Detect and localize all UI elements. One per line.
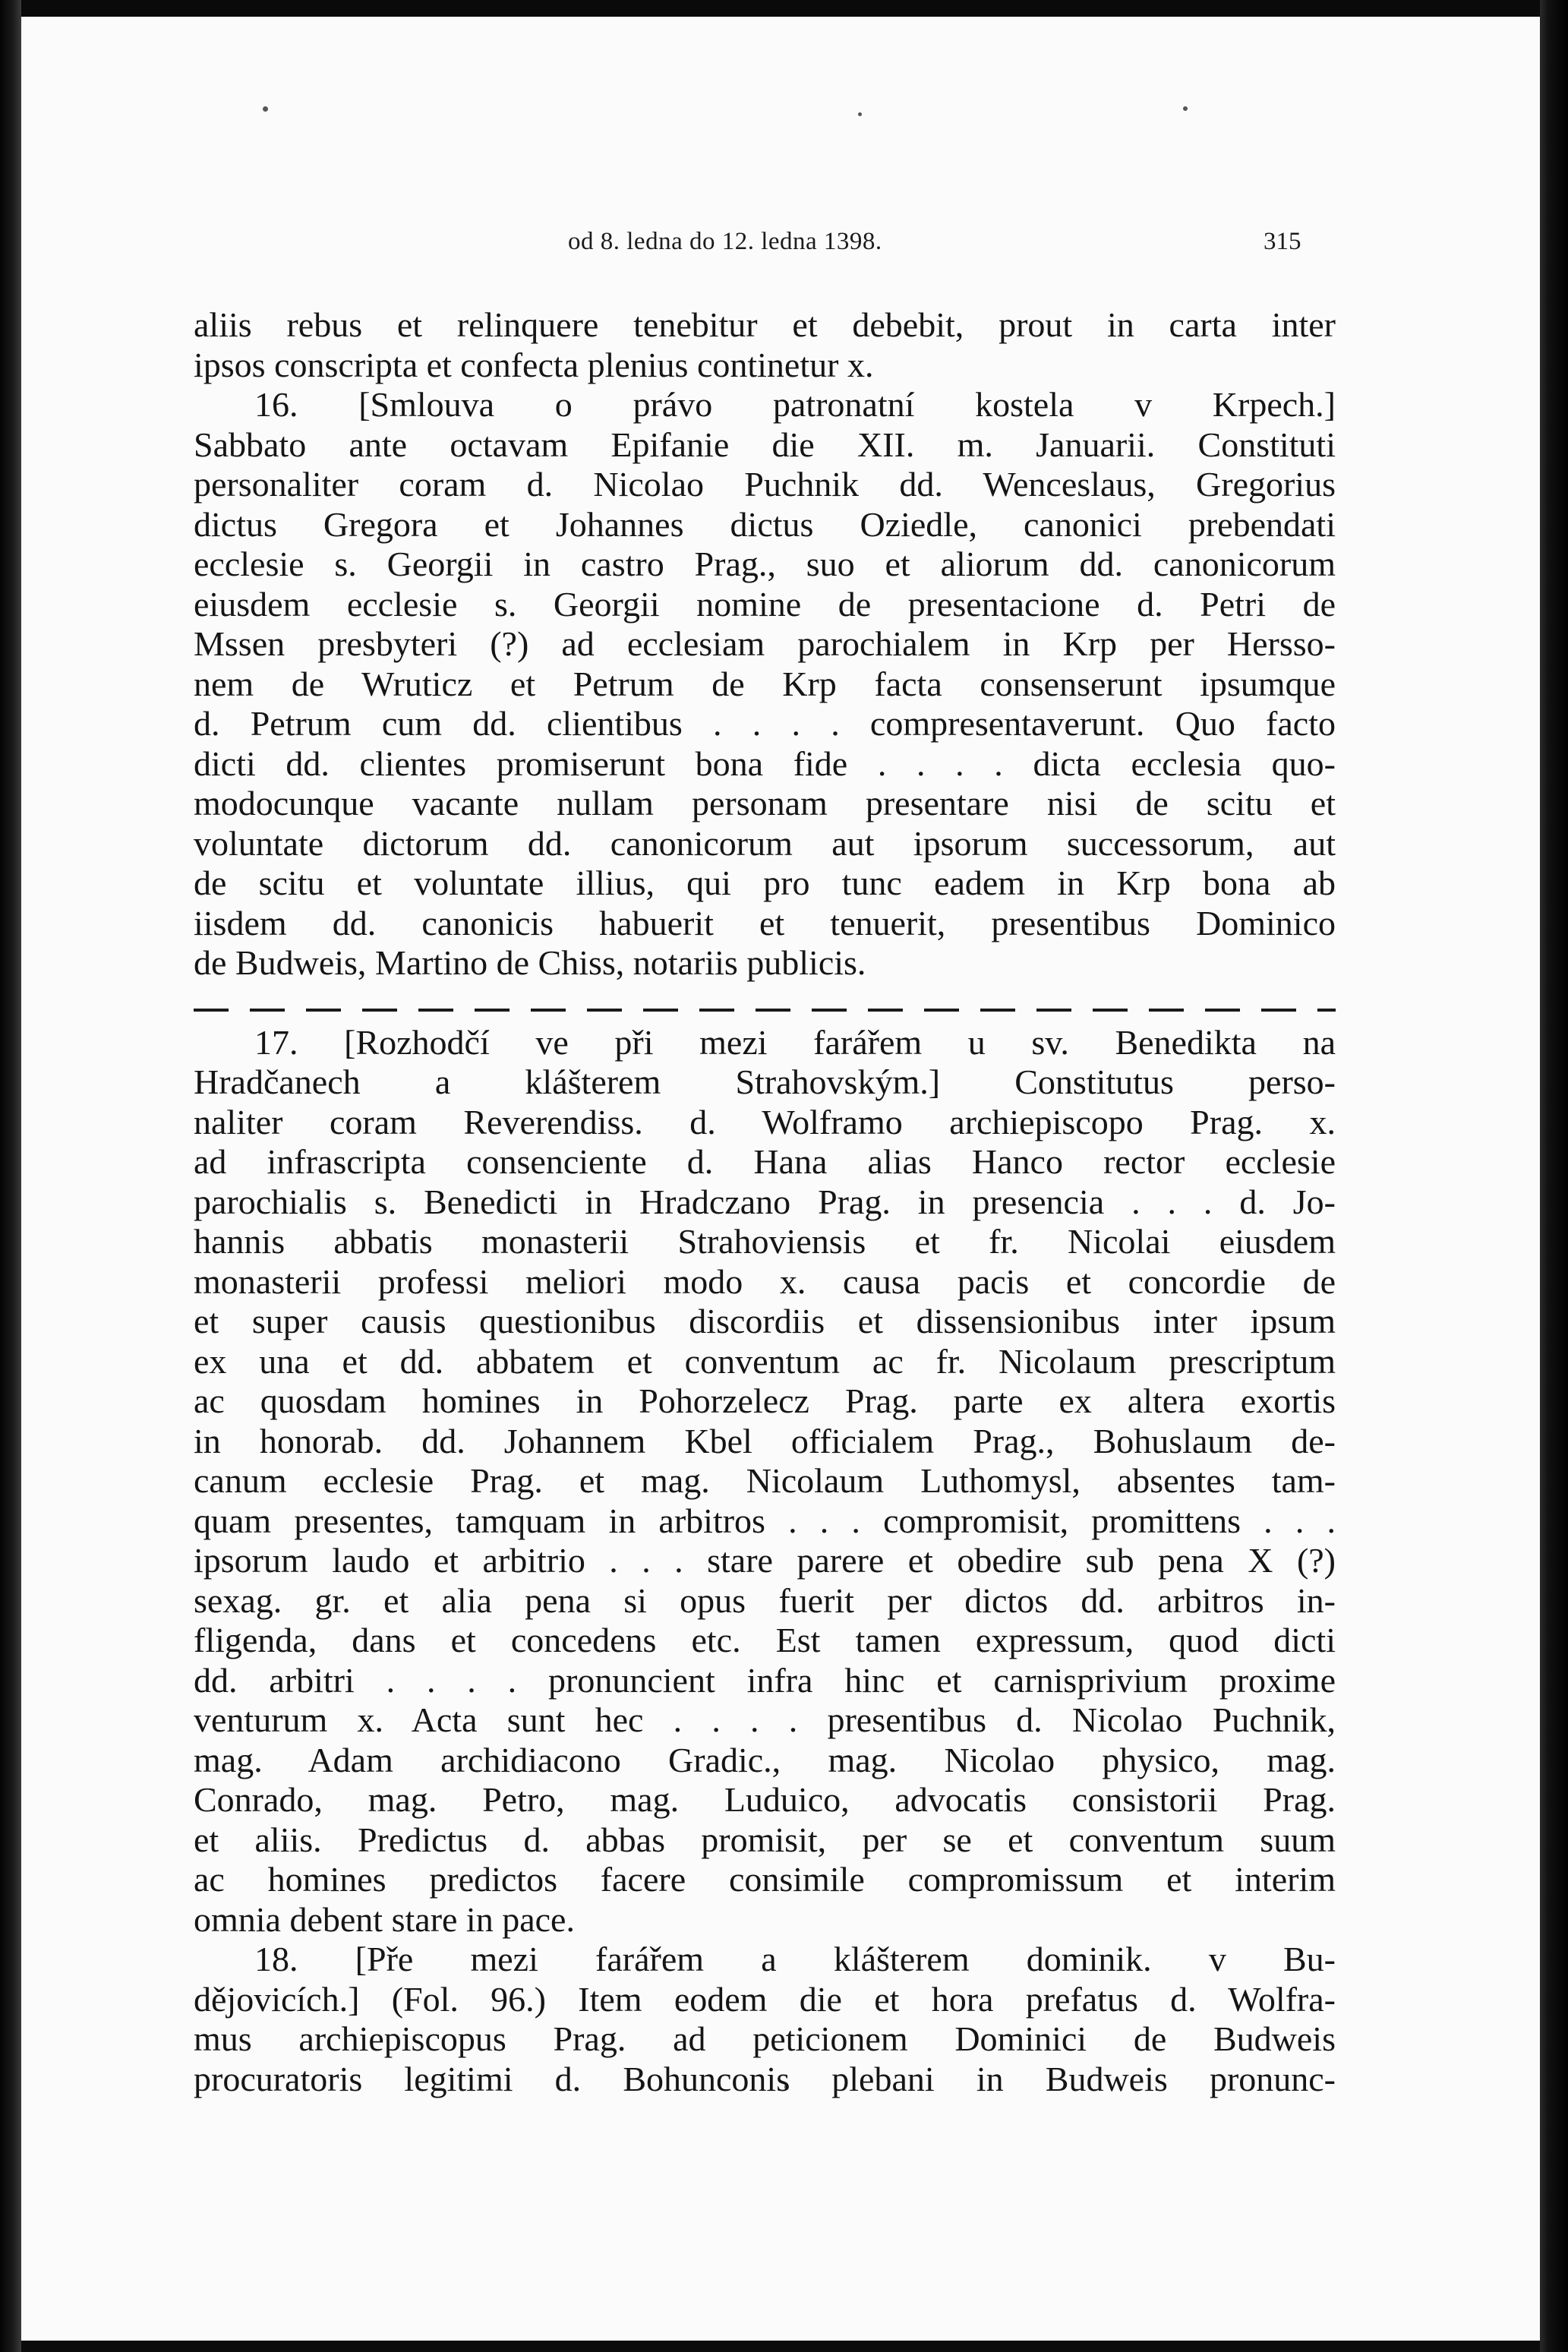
scan-right-edge	[1540, 0, 1568, 2352]
text-line: Mssen presbyteri (?) ad ecclesiam parochialem in Krp per Hersso-	[194, 624, 1336, 663]
text-line: Conrado, mag. Petro, mag. Luduico, advocatis consistorii Prag.	[194, 1780, 1336, 1819]
text-line: monasterii professi meliori modo x. causa pacis et concordie de	[194, 1261, 1336, 1301]
text-line: hannis abbatis monasterii Strahoviensis et fr. Nicolai eiusdem	[194, 1222, 1336, 1261]
scan-left-edge	[0, 0, 21, 2352]
text-line: dějovicích.] (Fol. 96.) Item eodem die et hora prefatus d. Wolfra-	[194, 1979, 1336, 2019]
text-line: dictus Gregora et Johannes dictus Oziedle, canonici prebendati	[194, 504, 1336, 544]
page-body	[194, 305, 1336, 2099]
text-line: omnia debent stare in pace.	[194, 1899, 575, 1939]
text-line: et aliis. Predictus d. abbas promisit, per se et conventum suum	[194, 1820, 1336, 1859]
text-line: venturum x. Acta sunt hec . . . . presentibus d. Nicolao Puchnik,	[194, 1700, 1336, 1739]
text-line: de scitu et voluntate illius, qui pro tunc eadem in Krp bona ab	[194, 863, 1336, 902]
text-line: sexag. gr. et alia pena si opus fuerit per dictos dd. arbitros in-	[194, 1580, 1336, 1620]
text-line: in honorab. dd. Johannem Kbel officialem Prag., Bohuslaum de-	[194, 1421, 1336, 1460]
paragraph-entry-18	[194, 1940, 1336, 2099]
book-page	[21, 17, 1540, 2341]
text-line: fligenda, dans et concedens etc. Est tamen expressum, quod dicti	[194, 1621, 1336, 1659]
text-line: naliter coram Reverendiss. d. Wolframo archiepiscopo Prag. x.	[194, 1102, 1336, 1141]
entry-heading-line: 17. [Rozhodčí ve při mezi farářem u sv. Benedikta na	[254, 1022, 1336, 1062]
text-line: modocunque vacante nullam personam presentare nisi de scitu et	[194, 784, 1336, 822]
text-line: eiusdem ecclesie s. Georgii nomine de presentacione d. Petri de	[194, 584, 1336, 624]
scan-top-edge	[0, 0, 1568, 17]
text-line: ex una et dd. abbatem et conventum ac fr. Nicolaum prescriptum	[194, 1341, 1336, 1381]
section-divider	[194, 1009, 1336, 1012]
print-speck	[263, 106, 268, 112]
text-line: dicti dd. clientes promiserunt bona fide . . . . dicta ecclesia quo-	[194, 743, 1336, 783]
text-line: ad infrascripta consenciente d. Hana alias Hanco rector ecclesie	[194, 1142, 1336, 1181]
entry-heading-line: 18. [Pře mezi farářem a klášterem dominik. v Bu-	[254, 1940, 1336, 1978]
text-line: et super causis questionibus discordiis et dissensionibus inter ipsum	[194, 1302, 1336, 1340]
text-line: ipsos conscripta et confecta plenius continetur x.	[194, 345, 874, 384]
text-line: dd. arbitri . . . . pronuncient infra hinc et carnisprivium proxime	[194, 1660, 1336, 1700]
text-line: Sabbato ante octavam Epifanie die XII. m. Januarii. Constituti	[194, 425, 1336, 464]
text-line: canum ecclesie Prag. et mag. Nicolaum Luthomysl, absentes tam-	[194, 1461, 1336, 1500]
text-line: de Budweis, Martino de Chiss, notariis publicis.	[194, 943, 866, 982]
text-line: Hradčanech a klášterem Strahovským.] Constitutus perso-	[194, 1062, 1336, 1101]
text-line: quam presentes, tamquam in arbitros . . . compromisit, promittens . . .	[194, 1501, 1336, 1540]
text-line: voluntate dictorum dd. canonicorum aut ipsorum successorum, aut	[194, 823, 1336, 863]
text-line: d. Petrum cum dd. clientibus . . . . compresentaverunt. Quo facto	[194, 704, 1336, 743]
divider-gap	[194, 983, 1336, 1023]
running-title: od 8. ledna do 12. ledna 1398.	[568, 228, 882, 255]
text-line: mag. Adam archidiacono Gradic., mag. Nicolao physico, mag.	[194, 1740, 1336, 1779]
page-number: 315	[1264, 228, 1301, 255]
text-line: nem de Wruticz et Petrum de Krp facta consenserunt ipsumque	[194, 664, 1336, 703]
print-speck	[1183, 106, 1188, 111]
paragraph-entry-17	[194, 1023, 1336, 1940]
text-line: ac quosdam homines in Pohorzelecz Prag. parte ex altera exortis	[194, 1381, 1336, 1420]
text-line: ecclesie s. Georgii in castro Prag., suo et aliorum dd. canonicorum	[194, 545, 1336, 583]
text-line: ac homines predictos facere consimile compromissum et interim	[194, 1860, 1336, 1899]
text-line: parochialis s. Benedicti in Hradczano Prag. in presencia . . . d. Jo-	[194, 1182, 1336, 1221]
text-line: iisdem dd. canonicis habuerit et tenuerit, presentibus Dominico	[194, 903, 1336, 942]
print-speck	[858, 112, 862, 116]
text-line: aliis rebus et relinquere tenebitur et debebit, prout in carta inter	[194, 305, 1336, 344]
text-line: personaliter coram d. Nicolao Puchnik dd. Wenceslaus, Gregorius	[194, 465, 1336, 504]
page-header	[21, 228, 1540, 266]
paragraph-continuation	[194, 305, 1336, 385]
text-line: procuratoris legitimi d. Bohunconis plebani in Budweis pronunc-	[194, 2059, 1336, 2098]
text-line: mus archiepiscopus Prag. ad peticionem Dominici de Budweis	[194, 2019, 1336, 2058]
text-line: ipsorum laudo et arbitrio . . . stare parere et obedire sub pena X (?)	[194, 1541, 1336, 1580]
entry-heading-line: 16. [Smlouva o právo patronatní kostela v Krpech.]	[254, 385, 1336, 424]
paragraph-entry-16	[194, 385, 1336, 983]
